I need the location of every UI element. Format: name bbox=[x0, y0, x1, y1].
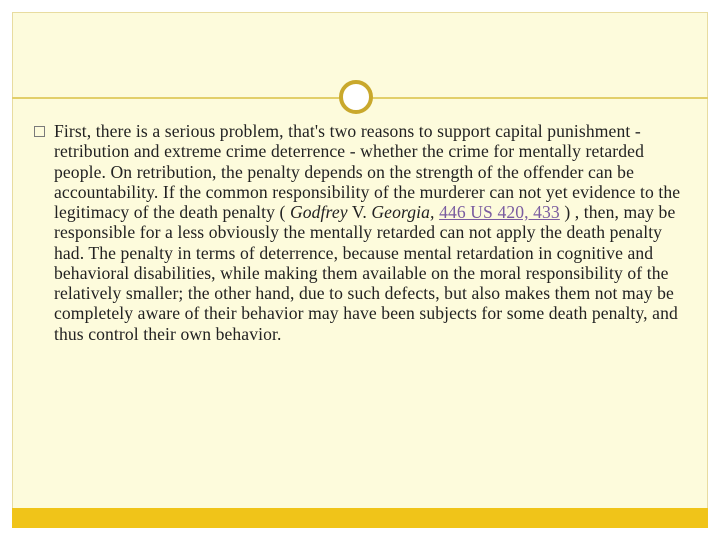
citation-link[interactable]: 446 US 420, 433 bbox=[439, 202, 560, 222]
paragraph-text-part1: First, there is a serious problem, that's two reasons to support capital punishment - retribution and extreme crime deterrence - whether the crime for mentally retarded people. On retribution, the penalty depends on the strength of the offender can be accountability. If the common responsibility of the murderer can not yet evidence to the legitimacy of the death penalty ( bbox=[54, 121, 681, 222]
footer-accent-bar bbox=[12, 508, 708, 528]
case-name-georgia: Georgia, bbox=[371, 202, 435, 222]
decorative-ring-icon bbox=[339, 80, 373, 114]
case-versus: V. bbox=[347, 202, 372, 222]
checkbox-bullet-icon bbox=[34, 126, 45, 137]
paragraph-text-part2: ) , then, may be responsible for a less obviously the mentally retarded can not apply the death penalty had. The penalty in terms of deterrence, because mental retardation in cognitive and behavioral disabilities, while making them available on the moral responsibility of the relatively smaller; the other hand, due to such defects, but also makes them not may be completely aware of their behavior may have been subjects for some death penalty, and thus control their own behavior. bbox=[54, 202, 678, 344]
case-name-godfrey: Godfrey bbox=[289, 202, 348, 222]
bullet-paragraph bbox=[54, 121, 694, 344]
